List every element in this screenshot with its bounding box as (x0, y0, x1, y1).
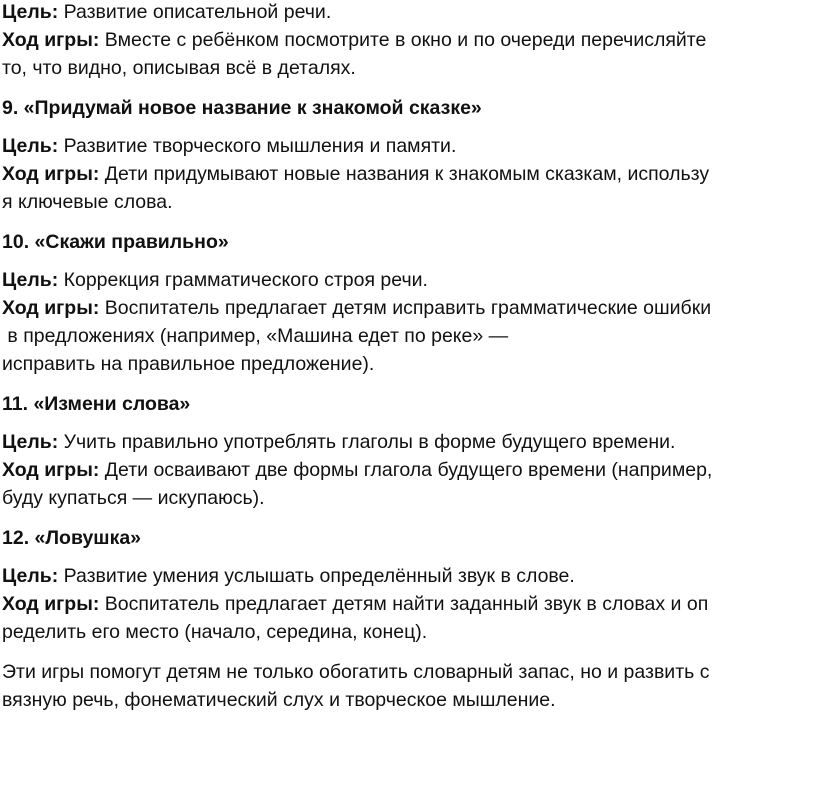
conclusion-line-2: вязную речь, фонематический слух и творческое мышление. (2, 689, 556, 711)
intro-process-line (2, 26, 814, 54)
game12-process-text: Воспитатель предлагает детям найти заданный звук в словах и оп (104, 593, 709, 615)
game11-goal-line (2, 428, 814, 456)
game10-process-continuation-1: в предложениях (например, «Машина едет по реке» — (2, 325, 509, 347)
game10-process-text: Воспитатель предлагает детям исправить грамматические ошибки (104, 297, 712, 319)
game10-title: 10. «Скажи правильно» (2, 231, 229, 253)
goal-label: Цель: (2, 1, 59, 23)
game12-goal-text: Развитие умения услышать определённый звук в слове. (63, 565, 575, 587)
conclusion-line-1: Эти игры помогут детям не только обогатить словарный запас, но и развить с (2, 661, 710, 683)
game10-process-line (2, 294, 814, 322)
goal-label: Цель: (2, 565, 59, 587)
game9-title: 9. «Придумай новое название к знакомой сказке» (2, 97, 482, 119)
game11-title: 11. «Измени слова» (2, 393, 191, 415)
game10-goal-text: Коррекция грамматического строя речи. (63, 269, 428, 291)
process-label: Ход игры: (2, 163, 100, 185)
game9-process-continuation: я ключевые слова. (2, 191, 173, 213)
process-label: Ход игры: (2, 29, 100, 51)
intro-goal-line (2, 0, 814, 26)
process-label: Ход игры: (2, 593, 100, 615)
game12-process-continuation: ределить его место (начало, середина, конец). (2, 621, 428, 643)
process-label: Ход игры: (2, 459, 100, 481)
game9-goal-line (2, 132, 814, 160)
game12-goal-line (2, 562, 814, 590)
intro-process-continuation: то, что видно, описывая всё в деталях. (2, 57, 356, 79)
intro-process-text: Вместе с ребёнком посмотрите в окно и по очереди перечисляйте (104, 29, 707, 51)
game12-title: 12. «Ловушка» (2, 527, 142, 549)
game11-process-text: Дети осваивают две формы глагола будущего времени (например, (104, 459, 713, 481)
game9-process-text: Дети придумывают новые названия к знакомым сказкам, использу (104, 163, 710, 185)
game9-process-line (2, 160, 814, 188)
game10-process-continuation-2: исправить на правильное предложение). (2, 353, 375, 375)
game9-goal-text: Развитие творческого мышления и памяти. (63, 135, 457, 157)
game11-goal-text: Учить правильно употреблять глаголы в форме будущего времени. (63, 431, 676, 453)
goal-label: Цель: (2, 431, 59, 453)
game12-process-line (2, 590, 814, 618)
process-label: Ход игры: (2, 297, 100, 319)
goal-label: Цель: (2, 135, 59, 157)
game10-goal-line (2, 266, 814, 294)
intro-goal-text: Развитие описательной речи. (63, 1, 332, 23)
document-page (2, 0, 814, 714)
goal-label: Цель: (2, 269, 59, 291)
game11-process-line (2, 456, 814, 484)
game11-process-continuation: буду купаться — искупаюсь). (2, 487, 265, 509)
